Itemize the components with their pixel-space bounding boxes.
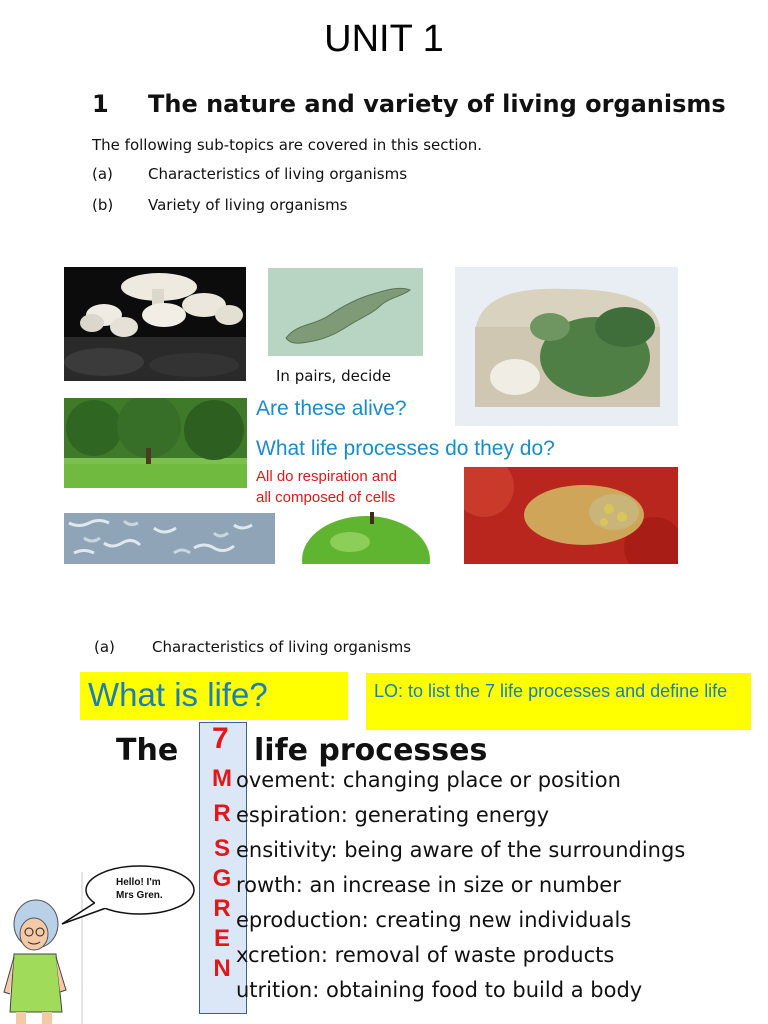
section-title: The nature and variety of living organisms — [148, 90, 726, 118]
life-processes-title: life processes — [254, 733, 488, 768]
process-initial: R — [213, 800, 231, 827]
subsection-title: Characteristics of living organisms — [152, 638, 412, 656]
life-processes-title-the: The — [116, 733, 179, 768]
process-initial: N — [213, 955, 231, 982]
note-line: all composed of cells — [256, 489, 396, 506]
process-initial: S — [213, 835, 230, 862]
process-initial: M — [212, 765, 232, 792]
subtopic-text: Variety of living organisms — [148, 196, 348, 214]
process-initial: G — [212, 865, 232, 892]
question-alive: Are these alive? — [256, 397, 407, 420]
page-title: UNIT 1 — [324, 18, 444, 60]
what-is-life-text: What is life? — [88, 676, 268, 713]
bubble-line: Hello! I'm — [116, 877, 161, 888]
apple-image — [300, 512, 432, 564]
life-processes-number: 7 — [212, 722, 229, 755]
respiration-note — [256, 466, 397, 508]
subsection-letter: (a) — [94, 638, 115, 656]
subtopic-letter: (b) — [92, 196, 114, 214]
bubble-line: Mrs Gren. — [116, 890, 163, 901]
section-number: 1 — [92, 90, 109, 118]
blood-cell-image — [464, 467, 678, 564]
amoeba-image — [268, 268, 423, 356]
trees-image — [64, 398, 247, 488]
process-text: xcretion: removal of waste products — [236, 943, 615, 967]
learning-objective-box — [366, 673, 751, 730]
question-processes: What life processes do they do? — [256, 437, 555, 460]
note-line: All do respiration and — [256, 468, 397, 485]
mushrooms-image — [64, 267, 246, 381]
process-text: espiration: generating energy — [236, 803, 550, 827]
process-text: eproduction: creating new individuals — [236, 908, 632, 932]
subtopic-text: Characteristics of living organisms — [148, 165, 408, 183]
pairs-caption: In pairs, decide — [276, 367, 392, 385]
bacteria-image — [64, 513, 275, 564]
process-initial: R — [213, 895, 231, 922]
learning-objective-text: LO: to list the 7 life processes and define life — [374, 681, 728, 701]
process-text: ensitivity: being aware of the surroundings — [236, 838, 686, 862]
process-text: utrition: obtaining food to build a body — [236, 978, 643, 1002]
section-intro: The following sub-topics are covered in this section. — [92, 136, 482, 154]
process-text: rowth: an increase in size or number — [236, 873, 621, 897]
process-initial: E — [213, 925, 230, 952]
what-is-life-box — [80, 672, 348, 720]
subtopic-letter: (a) — [92, 165, 113, 183]
speech-bubble-text — [116, 876, 163, 902]
mouldy-bread-image — [455, 267, 678, 426]
process-text: ovement: changing place or position — [236, 768, 621, 792]
mrs-gren-cartoon — [0, 862, 200, 1024]
